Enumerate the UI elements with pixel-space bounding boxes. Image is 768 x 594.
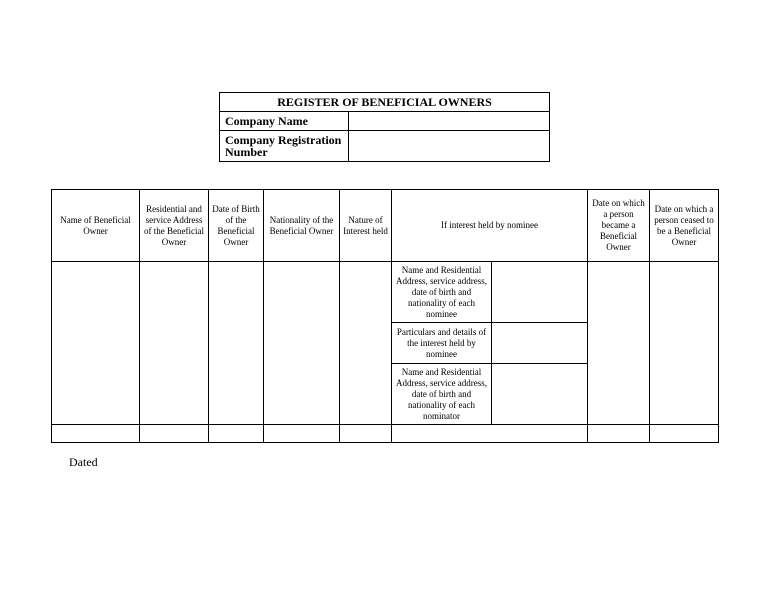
cell-nominator-details[interactable] xyxy=(492,364,588,425)
col-header-address: Residential and service Address of the Beneficial Owner xyxy=(140,190,209,262)
col-header-ceased: Date on which a person ceased to be a Beneficial Owner xyxy=(650,190,719,262)
cell-address[interactable] xyxy=(140,262,209,425)
table-row xyxy=(52,425,719,443)
cell-became[interactable] xyxy=(588,262,650,425)
cell-ceased[interactable] xyxy=(650,262,719,425)
cell-empty[interactable] xyxy=(264,425,340,443)
col-header-became: Date on which a person became a Beneficial Owner xyxy=(588,190,650,262)
table-header-row xyxy=(52,190,719,262)
register-title: REGISTER OF BENEFICIAL OWNERS xyxy=(220,93,550,112)
cell-nominee-details[interactable] xyxy=(492,262,588,323)
company-name-label: Company Name xyxy=(220,112,349,131)
cell-empty[interactable] xyxy=(392,425,588,443)
cell-interest-particulars[interactable] xyxy=(492,323,588,364)
col-header-nature: Nature of Interest held xyxy=(340,190,392,262)
cell-empty[interactable] xyxy=(209,425,264,443)
company-name-field[interactable] xyxy=(349,112,550,131)
company-reg-field[interactable] xyxy=(349,131,550,162)
cell-dob[interactable] xyxy=(209,262,264,425)
col-header-dob: Date of Birth of the Beneficial Owner xyxy=(209,190,264,262)
interest-particulars-label: Particulars and details of the interest held by nominee xyxy=(392,323,492,364)
cell-name[interactable] xyxy=(52,262,140,425)
cell-empty[interactable] xyxy=(650,425,719,443)
beneficial-owners-table xyxy=(51,189,719,443)
company-info-table xyxy=(219,92,550,162)
cell-empty[interactable] xyxy=(588,425,650,443)
cell-nationality[interactable] xyxy=(264,262,340,425)
cell-nature[interactable] xyxy=(340,262,392,425)
col-header-name: Name of Beneficial Owner xyxy=(52,190,140,262)
cell-empty[interactable] xyxy=(140,425,209,443)
col-header-nominee: If interest held by nominee xyxy=(392,190,588,262)
cell-empty[interactable] xyxy=(340,425,392,443)
company-reg-label: Company Registration Number xyxy=(220,131,349,162)
nominee-details-label: Name and Residential Address, service address, date of birth and nationality of each nominee xyxy=(392,262,492,323)
col-header-nationality: Nationality of the Beneficial Owner xyxy=(264,190,340,262)
nominator-details-label: Name and Residential Address, service address, date of birth and nationality of each nominator xyxy=(392,364,492,425)
dated-label: Dated xyxy=(69,455,98,469)
cell-empty[interactable] xyxy=(52,425,140,443)
table-row xyxy=(52,262,719,323)
